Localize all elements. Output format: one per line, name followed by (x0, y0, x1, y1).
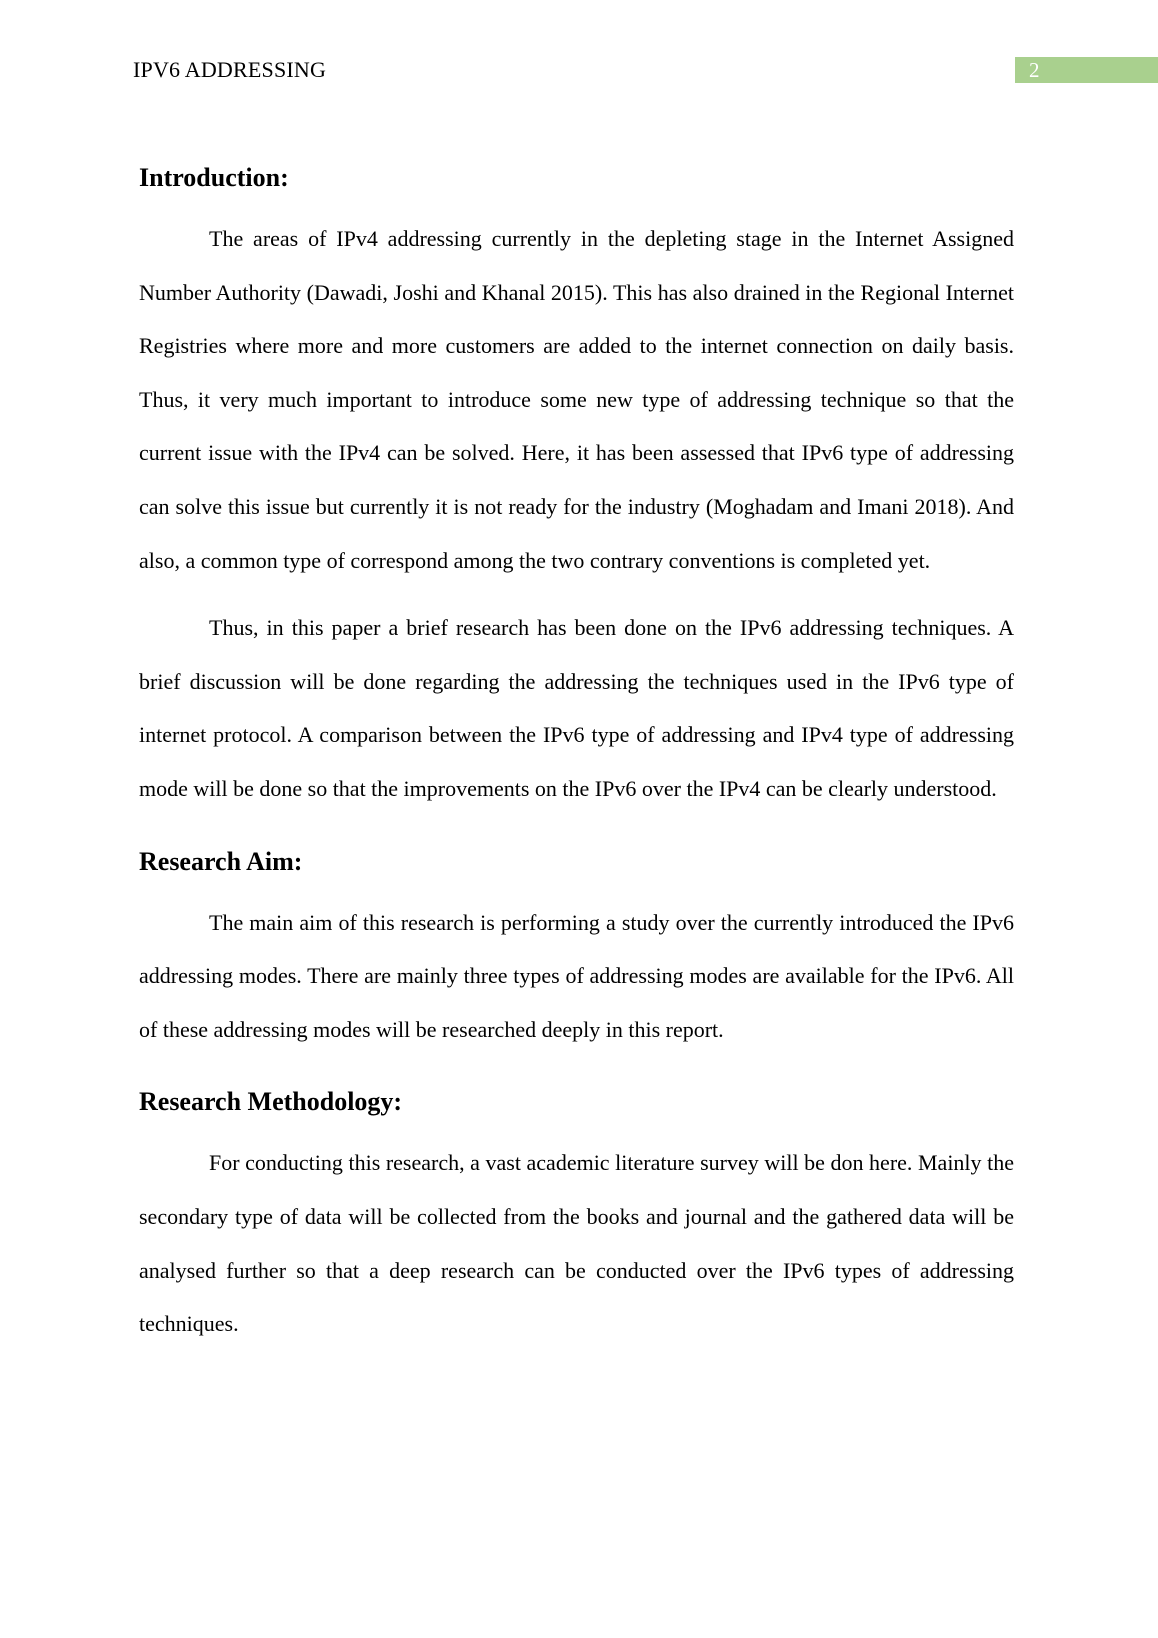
running-head-title: IPV6 ADDRESSING (133, 57, 327, 82)
section-heading: Research Methodology: (139, 1087, 403, 1117)
body-paragraph: The areas of IPv4 addressing currently in the depleting stage in the Internet Assigned Number Authority (Dawadi, Joshi and Khanal 2015). This has also drained in the Regional Internet Registries where more and more customers are added to the internet connection on daily basis. Thus, it very much important to introduce some new type of addressing technique so that the current issue with the IPv4 can be solved. Here, it has been assessed that IPv6 type of addressing can solve this issue but currently it is not ready for the industry (Moghadam and Imani 2018). And also, a common type of correspond among the two contrary conventions is completed yet. (139, 226, 1014, 573)
section-heading: Introduction: (139, 163, 289, 192)
section-research-aim (139, 842, 1014, 1057)
page-number-badge: 2 (1015, 57, 1158, 83)
body-paragraph: Thus, in this paper a brief research has been done on the IPv6 addressing techniques. A brief discussion will be done regarding the addressing the techniques used in the IPv6 type of internet protocol. A comparison between the IPv6 type of addressing and IPv4 type of addressing mode will be done so that the improvements on the IPv6 over the IPv4 can be clearly understood. (139, 615, 1014, 801)
body-paragraph: For conducting this research, a vast academic literature survey will be don here. Mainly the secondary type of data will be collected from the books and journal and the gathered data will be analysed further so that a deep research can be conducted over the IPv6 types of addressing techniques. (139, 1150, 1014, 1337)
section-research-methodology (139, 1082, 1014, 1350)
body-paragraph: The main aim of this research is performing a study over the currently introduced the IPv6 addressing modes. There are mainly three types of addressing modes are available for the IPv6. All of these addressing modes will be researched deeply in this report. (139, 909, 1014, 1042)
document-body (139, 158, 1014, 1351)
section-introduction (139, 158, 1014, 816)
section-heading: Research Aim: (139, 846, 303, 876)
